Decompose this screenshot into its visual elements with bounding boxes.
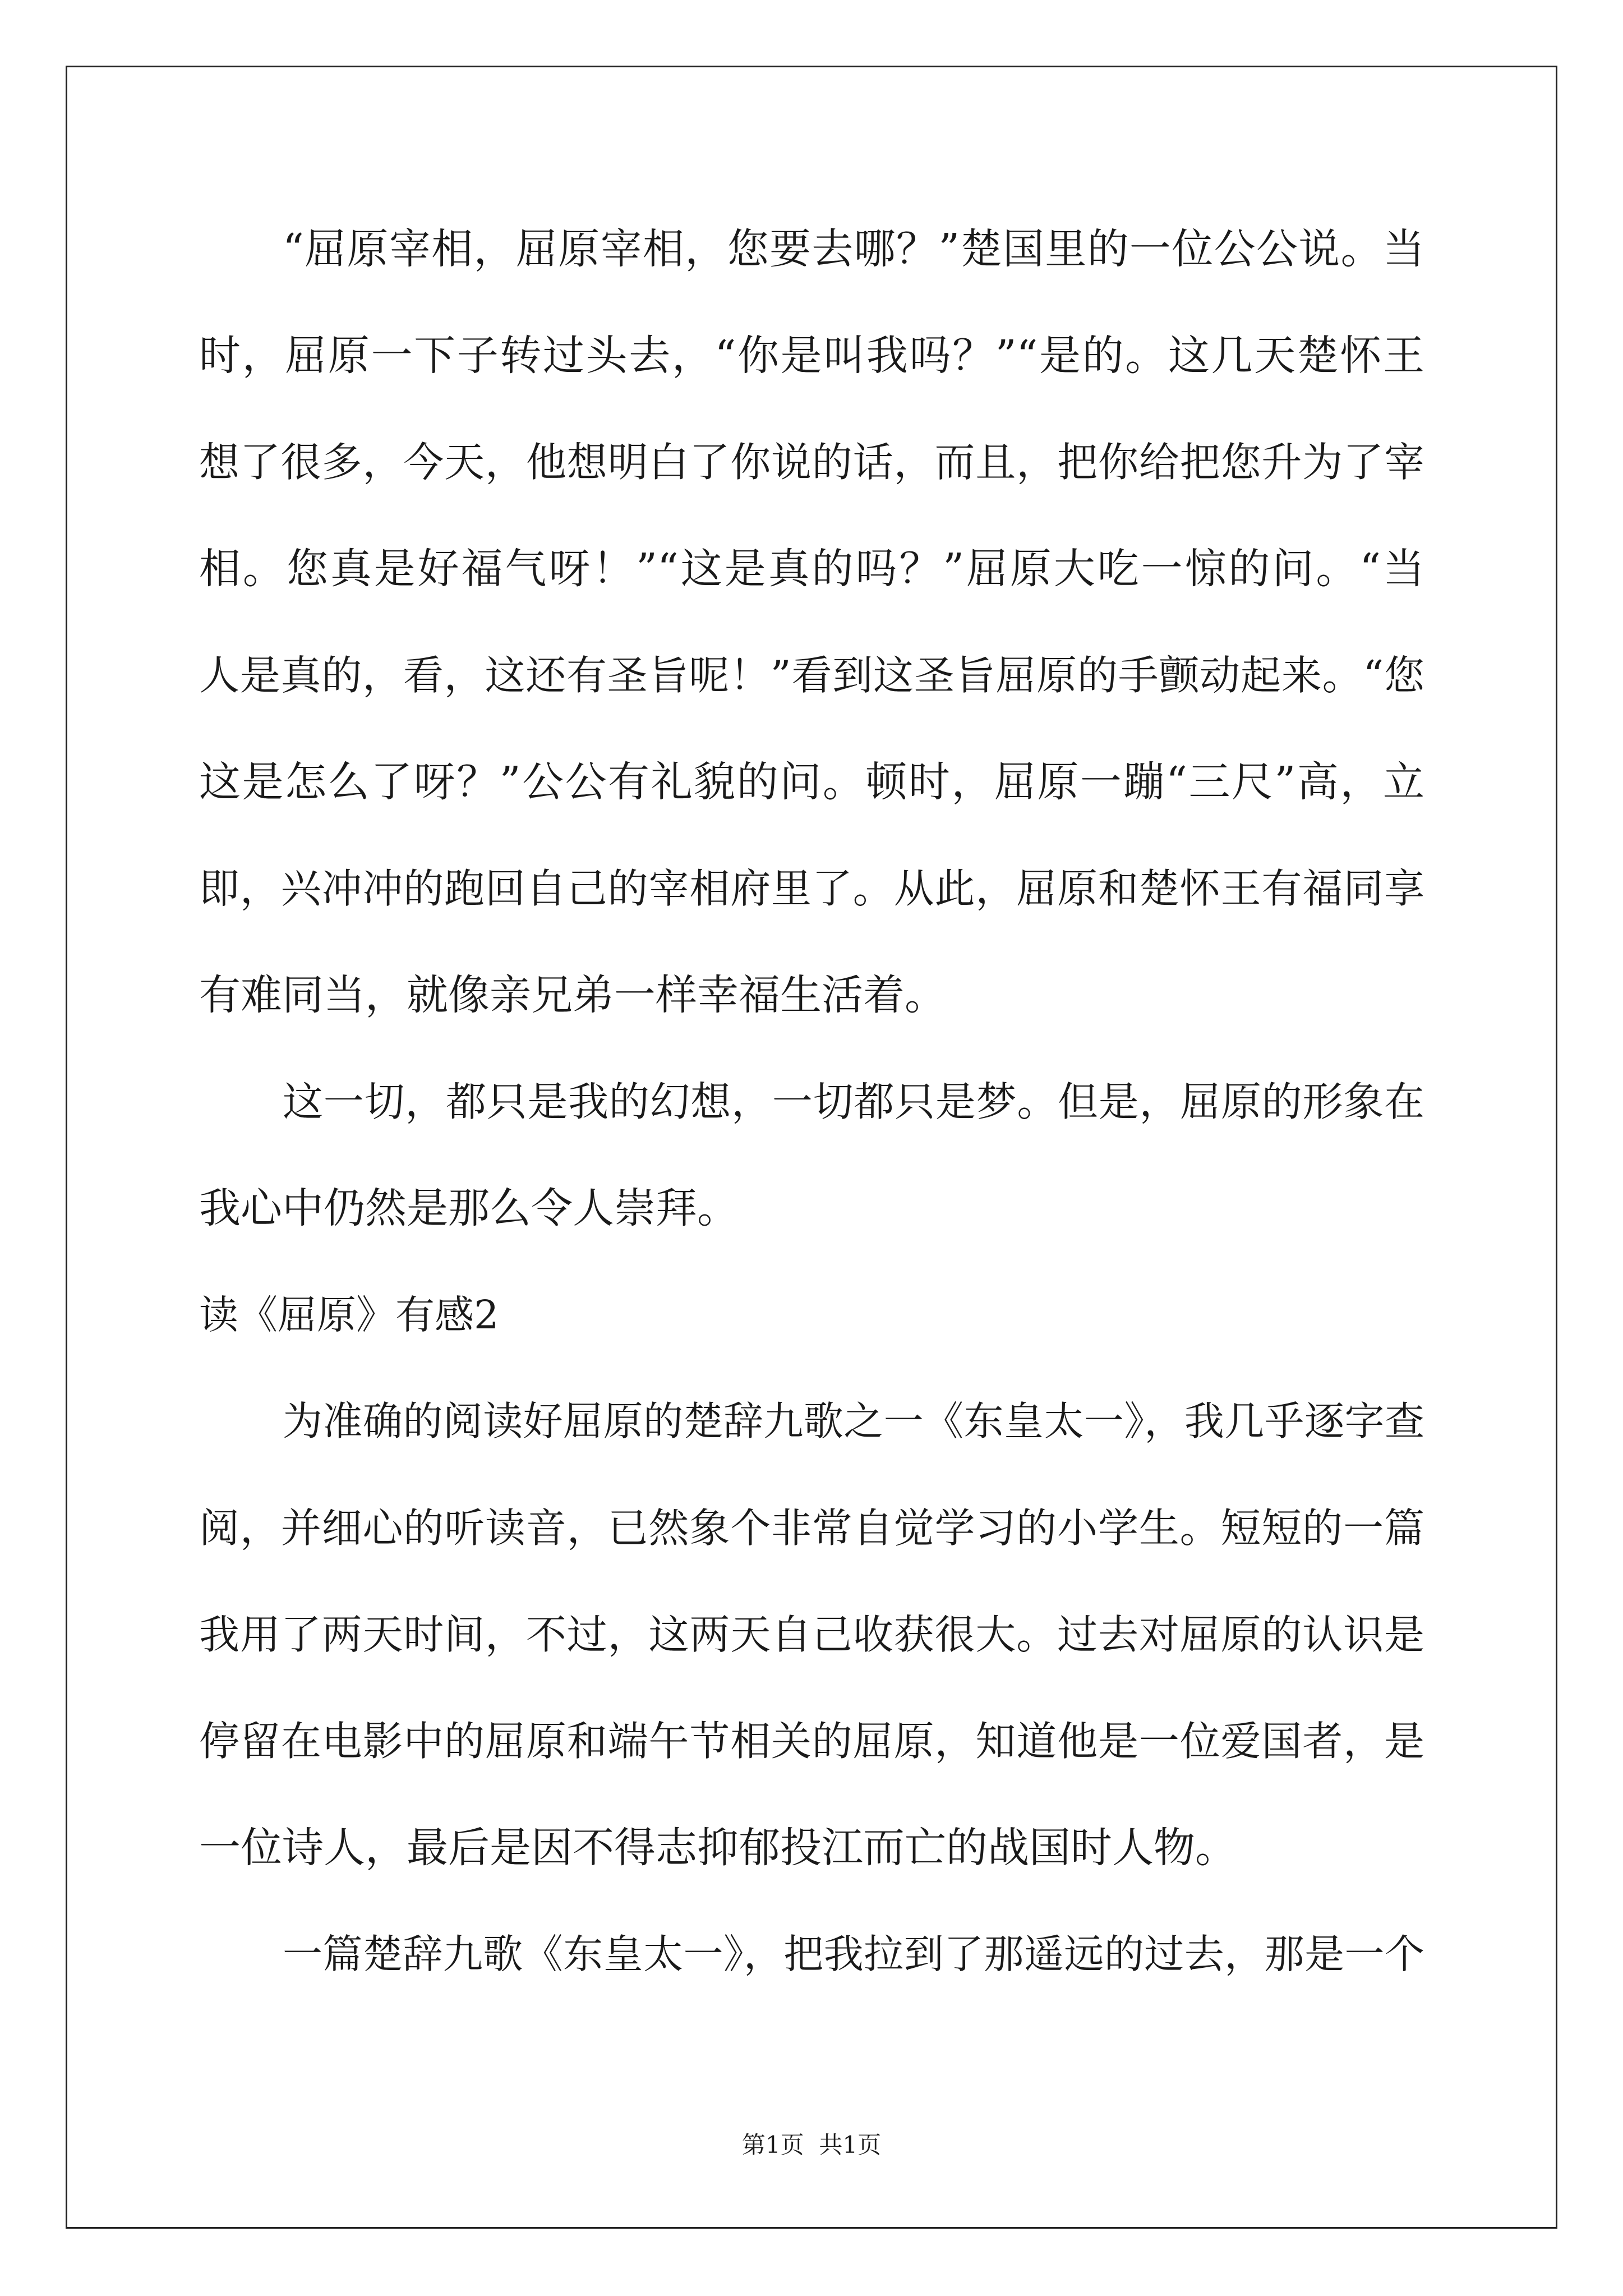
paragraph-2-line-1: 这一切，都只是我的幻想，一切都只是梦。但是，屈原的形象在: [283, 1078, 1424, 1125]
paragraph-1-line-4: 相。您真是好福气呀！”“这是真的吗？”屈原大吃一惊的问。“当: [199, 545, 1424, 593]
paragraph-1-line-5: 人是真的，看，这还有圣旨呢！”看到这圣旨屈原的手颤动起来。“您: [199, 652, 1424, 699]
paragraph-3-line-5: 一位诗人，最后是因不得志抑郁投江而亡的战国时人物。: [199, 1824, 1237, 1872]
paragraph-4-line-1: 一篇楚辞九歌《东皇太一》，把我拉到了那遥远的过去，那是一个: [283, 1931, 1424, 1977]
paragraph-1-line-8: 有难同当，就像亲兄弟一样幸福生活着。: [199, 971, 946, 1019]
paragraph-3-line-4: 停留在电影中的屈原和端午节相关的屈原，知道他是一位爱国者，是: [199, 1718, 1424, 1765]
paragraph-1-line-1: “屈原宰相，屈原宰相，您要去哪？”楚国里的一位公公说。当: [283, 225, 1424, 273]
paragraph-1-line-2: 时，屈原一下子转过头去，“你是叫我吗？”“是的。这几天楚怀王: [199, 332, 1424, 380]
paragraph-3-line-2: 阅，并细心的听读音，已然象个非常自觉学习的小学生。短短的一篇: [199, 1504, 1424, 1552]
paragraph-3-line-3: 我用了两天时间，不过，这两天自己收获很大。过去对屈原的认识是: [199, 1611, 1424, 1658]
paragraph-1-line-6: 这是怎么了呀？”公公有礼貌的问。顿时，屈原一蹦“三尺”高，立: [199, 758, 1424, 806]
paragraph-2-line-2: 我心中仍然是那么令人崇拜。: [199, 1184, 739, 1232]
section-heading: 读《屈原》有感2: [199, 1292, 499, 1338]
paragraph-1-line-3: 想了很多，今天，他想明白了你说的话，而且，把你给把您升为了宰: [199, 439, 1424, 486]
paragraph-1-line-7: 即，兴冲冲的跑回自己的宰相府里了。从此，屈原和楚怀王有福同享: [199, 865, 1424, 912]
page-footer: 第1页 共1页: [741, 2131, 882, 2159]
paragraph-3-line-1: 为准确的阅读好屈原的楚辞九歌之一《东皇太一》，我几乎逐字查: [283, 1398, 1424, 1444]
